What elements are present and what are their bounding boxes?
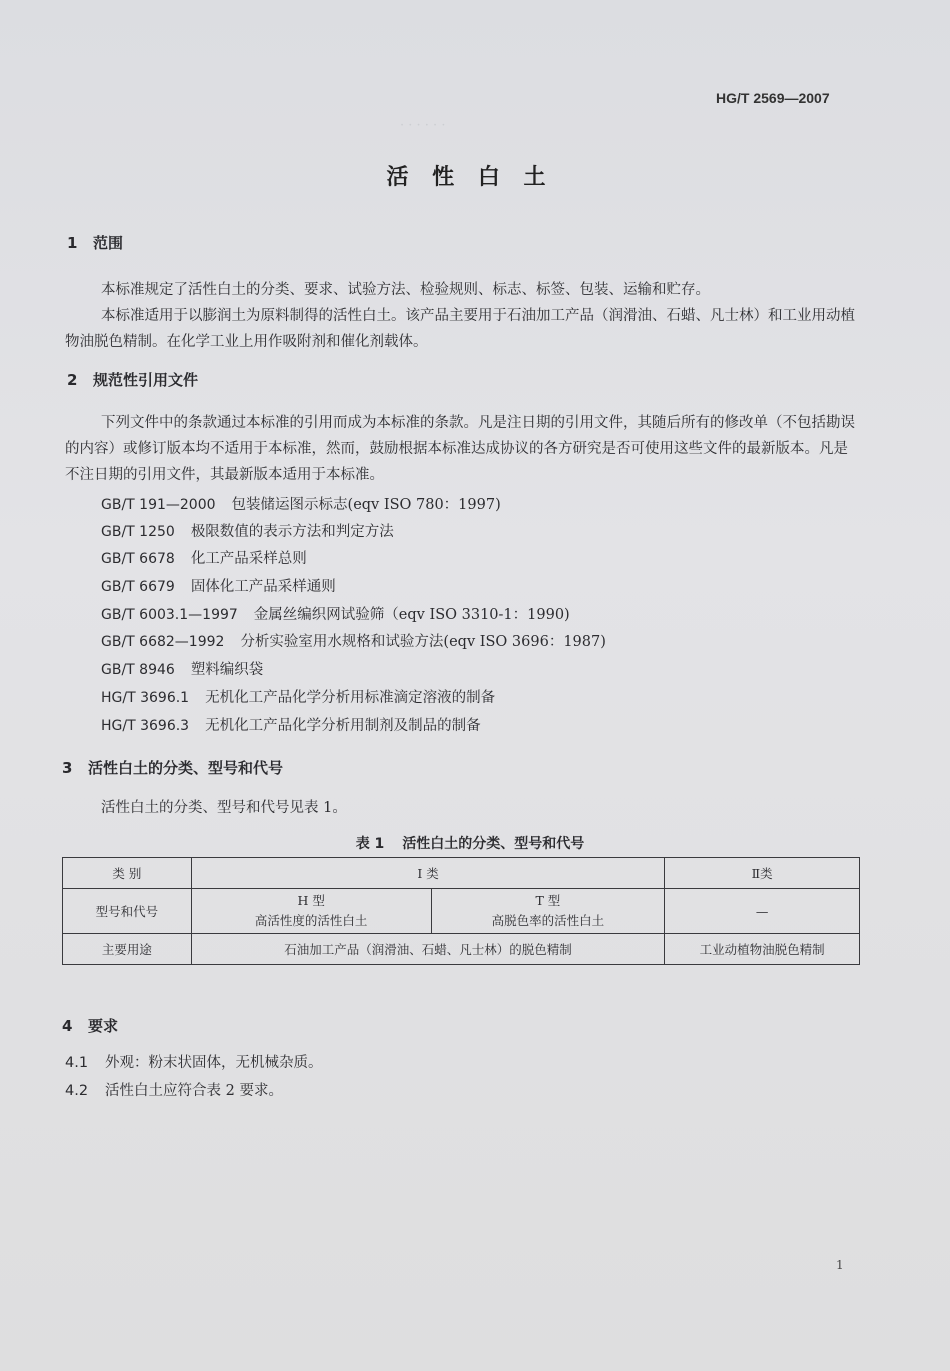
- table-cell-class-ii-use: 工业动植物油脱色精制: [665, 934, 860, 965]
- reference-code: GB/T 6679: [101, 579, 175, 595]
- reference-item: [101, 686, 495, 707]
- reference-code: GB/T 6003.1—1997: [101, 607, 238, 623]
- table-caption-number: 表 1: [355, 836, 385, 852]
- reference-item: [101, 603, 570, 624]
- reference-title: 无机化工产品化学分析用制剂及制品的制备: [205, 718, 481, 734]
- reference-code: GB/T 191—2000: [101, 497, 216, 513]
- table-1: [62, 857, 860, 965]
- requirement-number: 4.1: [65, 1055, 89, 1071]
- reference-title: 分析实验室用水规格和试验方法(eqv ISO 3696：1987): [240, 634, 606, 650]
- section-3-heading: [62, 757, 283, 778]
- section-2-heading: [67, 369, 198, 390]
- table-row: [63, 889, 860, 934]
- reference-item: [101, 520, 394, 541]
- requirement-item: [65, 1078, 283, 1104]
- standard-code: HG/T 2569—2007: [716, 90, 830, 106]
- table-cell-t-type: [431, 889, 665, 934]
- section-1-heading: [67, 232, 123, 253]
- model-name: H 型: [297, 893, 325, 908]
- section-2-intro: 下列文件中的条款通过本标准的引用而成为本标准的条款。凡是注日期的引用文件，其随后所有的修改单（不包括勘误的内容）或修订版本均不适用于本标准，然而，鼓励根据本标准达成协议的各方研究是否可使用这些文件的最新版本。凡是不注日期的引用文件，其最新版本适用于本标准。: [65, 415, 855, 483]
- table-cell-class-ii: —: [665, 889, 860, 934]
- table-cell-h-type: [191, 889, 431, 934]
- requirement-text: 活性白土应符合表 2 要求。: [105, 1083, 283, 1099]
- section-1-paragraph-1: 本标准规定了活性白土的分类、要求、试验方法、检验规则、标志、标签、包装、运输和贮存。: [101, 282, 710, 298]
- section-number: 1: [67, 234, 78, 252]
- reference-code: GB/T 6678: [101, 551, 175, 567]
- reference-item: [101, 547, 307, 568]
- reference-title: 固体化工产品采样通则: [190, 579, 336, 595]
- reference-title: 无机化工产品化学分析用标准滴定溶液的制备: [205, 690, 496, 706]
- section-3-paragraph: 活性白土的分类、型号和代号见表 1。: [101, 800, 347, 816]
- section-number: 2: [67, 371, 78, 389]
- bleed-through-text: · · · · · ·: [400, 118, 446, 133]
- reference-item: [101, 630, 606, 651]
- model-description: 高脱色率的活性白土: [491, 913, 605, 928]
- table-cell-class-ii: Ⅱ类: [665, 858, 860, 889]
- model-description: 高活性度的活性白土: [254, 913, 368, 928]
- table-cell-class-i: I 类: [191, 858, 664, 889]
- model-name: T 型: [535, 893, 561, 908]
- reference-title: 化工产品采样总则: [190, 551, 307, 567]
- requirement-text: 外观：粉末状固体，无机械杂质。: [105, 1055, 323, 1071]
- table-row: [63, 858, 860, 889]
- section-title: 要求: [88, 1017, 119, 1035]
- requirement-number: 4.2: [65, 1083, 89, 1099]
- reference-title: 极限数值的表示方法和判定方法: [190, 524, 394, 540]
- reference-code: HG/T 3696.1: [101, 690, 190, 706]
- table-row-label: 主要用途: [63, 934, 192, 965]
- section-1-paragraph-2: 本标准适用于以膨润土为原料制得的活性白土。该产品主要用于石油加工产品（润滑油、石蜡、凡士林）和工业用动植物油脱色精制。在化学工业上用作吸附剂和催化剂载体。: [65, 308, 855, 350]
- table-row: [63, 934, 860, 965]
- reference-title: 包装储运图示标志(eqv ISO 780：1997): [231, 497, 501, 513]
- table-row-label: 类 别: [63, 858, 192, 889]
- section-title: 规范性引用文件: [93, 371, 199, 389]
- reference-code: HG/T 3696.3: [101, 718, 190, 734]
- reference-item: [101, 575, 336, 596]
- reference-item: [101, 714, 481, 735]
- table-cell-class-i-use: 石油加工产品（润滑油、石蜡、凡士林）的脱色精制: [191, 934, 664, 965]
- page-number: 1: [836, 1258, 844, 1272]
- section-number: 4: [62, 1017, 73, 1035]
- reference-item: [101, 493, 501, 514]
- requirement-item: [65, 1050, 323, 1076]
- section-4-heading: [62, 1015, 118, 1036]
- reference-code: GB/T 8946: [101, 662, 175, 678]
- section-title: 活性白土的分类、型号和代号: [88, 759, 284, 777]
- reference-code: GB/T 1250: [101, 524, 175, 540]
- reference-code: GB/T 6682—1992: [101, 634, 225, 650]
- reference-title: 塑料编织袋: [190, 662, 264, 678]
- section-number: 3: [62, 759, 73, 777]
- table-caption-title: 活性白土的分类、型号和代号: [402, 836, 585, 852]
- reference-title: 金属丝编织网试验筛（eqv ISO 3310-1：1990): [253, 607, 570, 623]
- section-title: 范围: [93, 234, 124, 252]
- document-title: 活 性 白 土: [386, 164, 554, 190]
- table-row-label: 型号和代号: [63, 889, 192, 934]
- reference-item: [101, 658, 263, 679]
- table-1-caption: [0, 833, 940, 853]
